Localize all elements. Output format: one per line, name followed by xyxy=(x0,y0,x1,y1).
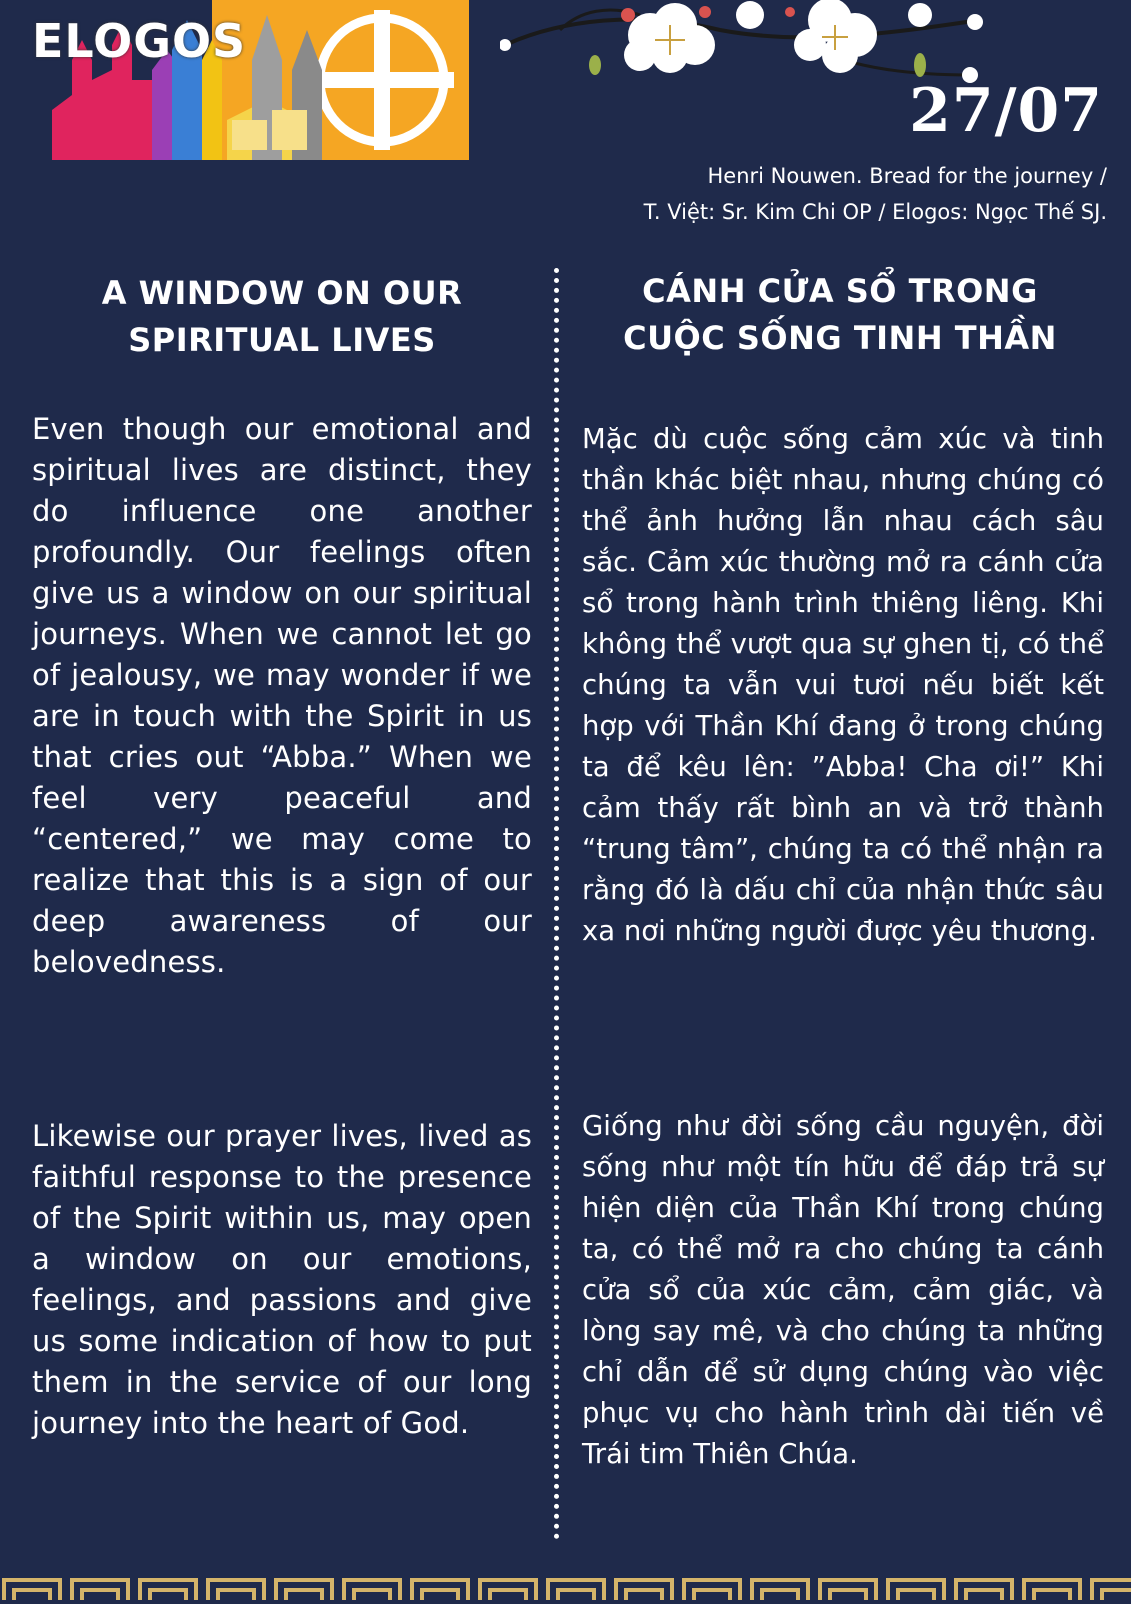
logo-text: ELOGOS xyxy=(32,14,247,68)
decorative-border xyxy=(0,1566,1131,1600)
greek-key-border-icon xyxy=(0,1566,1131,1600)
column-divider xyxy=(554,268,559,1540)
english-paragraph-1: Even though our emotional and spiritual lives are distinct, they do influence one another profoundly. Our feelings often give us a window on our spiritual journeys. When we cannot let go of jealousy, we may wonder if we are in touch with the Spirit in us that cries out “Abba.” When we feel very peaceful and “centered,” we may come to realize that this is a sign of our deep awareness of our belovedness. xyxy=(32,412,532,979)
date: 27/07 xyxy=(909,76,1103,146)
english-title-line-2: SPIRITUAL LIVES xyxy=(128,321,436,359)
english-title xyxy=(32,270,532,364)
vietnamese-title-line-1: CÁNH CỬA SỔ TRONG xyxy=(642,272,1038,310)
credit-line-2: T. Việt: Sr. Kim Chi OP / Elogos: Ngọc Thế SJ. xyxy=(643,200,1107,224)
vietnamese-paragraph-2: Giống như đời sống cầu nguyện, đời sống như một tín hữu để đáp trả sự hiện diện của Thần Khí trong chúng ta, có thể mở ra cho chúng ta cánh cửa sổ của xúc cảm, cảm giác, và lòng say mê, và cho chúng ta những chỉ dẫn để sử dụng chúng vào việc phục vụ cho hành trình dài tiến về Trái tim Thiên Chúa. xyxy=(582,1110,1104,1470)
vietnamese-title xyxy=(575,268,1105,362)
credit-line-1: Henri Nouwen. Bread for the journey / xyxy=(707,164,1107,188)
vietnamese-paragraph-1: Mặc dù cuộc sống cảm xúc và tinh thần khác biệt nhau, nhưng chúng có thể ảnh hưởng lẫn nhau cách sâu sắc. Cảm xúc thường mở ra cánh cửa sổ trong hành trình thiêng liêng. Khi không thể vượt qua sự ghen tị, có thể chúng ta vẫn vui tươi nếu biết kết hợp với Thần Khí đang ở trong chúng ta để kêu lên: ”Abba! Cha ơi!” Khi cảm thấy rất bình an và trở thành “trung tâm”, chúng ta có thể nhận ra rằng đó là dấu chỉ của nhận thức sâu xa nơi những người được yêu thương. xyxy=(582,423,1104,947)
english-title-line-1: A WINDOW ON OUR xyxy=(101,274,463,312)
english-paragraph-2: Likewise our prayer lives, lived as faithful response to the presence of the Spirit within us, may open a window on our emotions, feelings, and passions and give us some indication of how to put them in the service of our long journey into the heart of God. xyxy=(32,1119,532,1440)
vietnamese-title-line-2: CUỘC SỐNG TINH THẦN xyxy=(623,319,1057,357)
